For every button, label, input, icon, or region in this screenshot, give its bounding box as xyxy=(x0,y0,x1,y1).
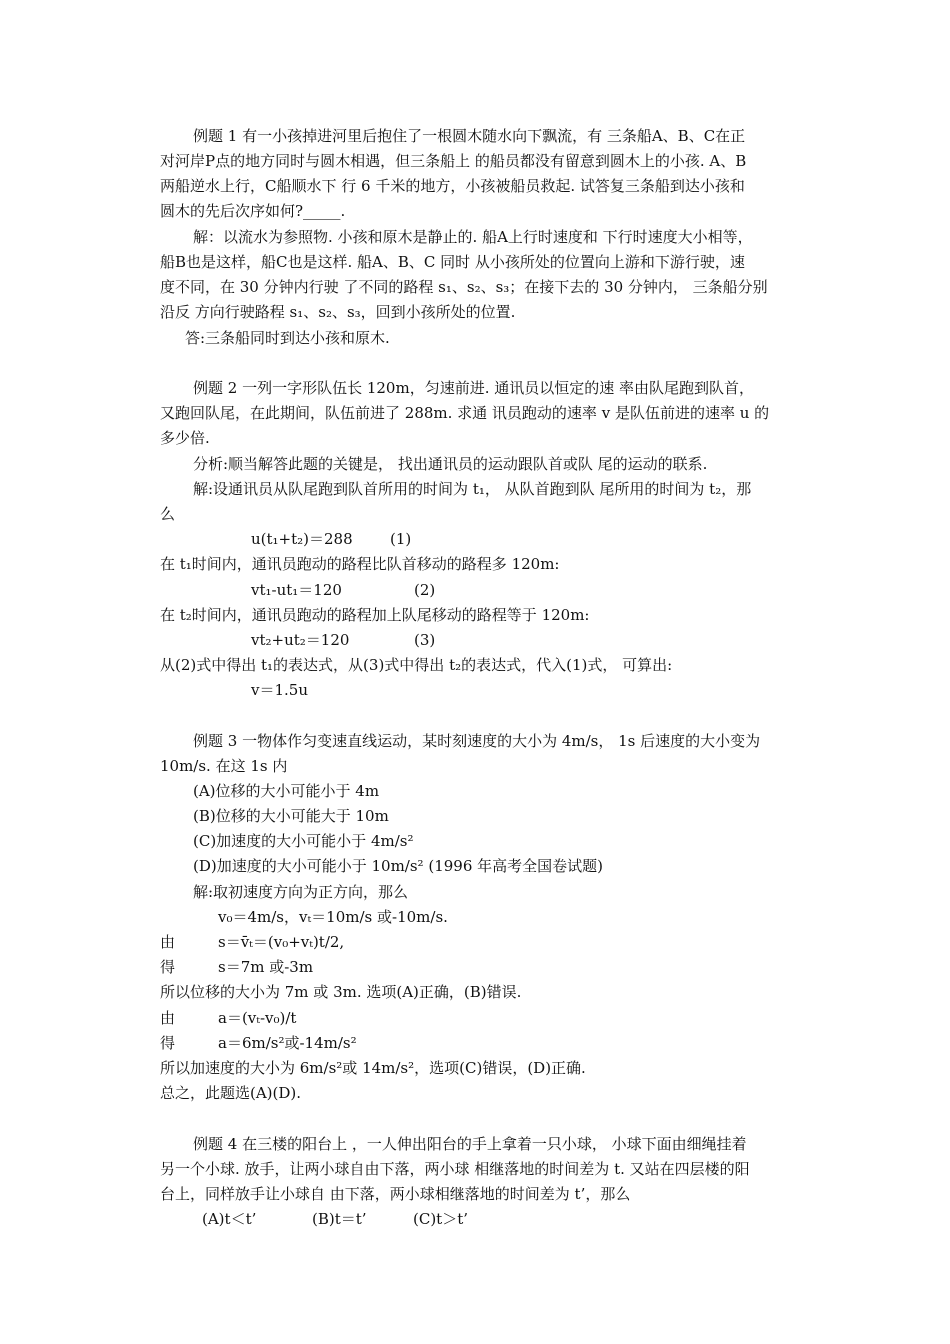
ex2-equation-1-number: (1) xyxy=(390,530,412,548)
ex1-solution-1: 解：以流水为参照物. 小孩和原木是静止的. 船A上行时速度和 下行时速度大小相等， xyxy=(193,228,753,246)
ex4-line-1: 例题 4 在三楼的阳台上 ，一人伸出阳台的手上拿着一只小球， 小球下面由细绳挂着 xyxy=(193,1135,747,1153)
ex3-solution-5: 所以位移的大小为 7m 或 3m. 选项(A)正确，(B)错误. xyxy=(160,983,522,1001)
ex3-option-c: (C)加速度的大小可能小于 4m/s² xyxy=(193,832,414,850)
ex3-solution-2: v₀＝4m/s，vₜ＝10m/s 或-10m/s. xyxy=(218,908,448,926)
ex3-solution-9: 总之，此题选(A)(D). xyxy=(160,1084,302,1102)
ex3-line-1: 例题 3 一物体作匀变速直线运动，某时刻速度的大小为 4m/s， 1s 后速度的大小变为 xyxy=(193,732,761,750)
ex1-solution-2: 船B也是这样，船C也是这样. 船A、B、C 同时 从小孩所处的位置向上游和下游行驶，速 xyxy=(160,253,745,271)
ex3-solution-3: s＝v̄ₜ＝(v₀+vₜ)t/2, xyxy=(218,933,345,951)
ex2-equation-2-number: (2) xyxy=(414,581,436,599)
ex1-line-2: 对河岸P点的地方同时与圆木相遇，但三条船上 的船员都没有留意到圆木上的小孩. A、B xyxy=(160,152,747,170)
ex2-text-3: 从(2)式中得出 t₁的表达式，从(3)式中得出 t₂的表达式，代入(1)式， 可算出: xyxy=(160,656,673,674)
ex3-get-1: 得 xyxy=(160,958,176,976)
ex2-line-1: 例题 2 一列一字形队伍长 120m，匀速前进. 通讯员以恒定的速 率由队尾跑到队首， xyxy=(193,379,755,397)
ex2-equation-1: u(t₁+t₂)＝288 xyxy=(251,530,353,548)
ex4-line-3: 台上，同样放手让小球自 由下落，两小球相继落地的时间差为 t’，那么 xyxy=(160,1185,631,1203)
ex4-line-2: 另一个小球. 放手，让两小球自由下落，两小球 相继落地的时间差为 t. 又站在四层楼的阳 xyxy=(160,1160,750,1178)
ex4-option-b: (B)t＝t’ xyxy=(312,1210,367,1228)
ex1-solution-4: 沿反 方向行驶路程 s₁、s₂、s₃，回到小孩所处的位置. xyxy=(160,303,516,321)
ex4-option-c: (C)t＞t’ xyxy=(413,1210,469,1228)
ex1-answer: 答:三条船同时到达小孩和原木. xyxy=(185,329,390,347)
ex2-text-2: 在 t₂时间内，通讯员跑动的路程加上队尾移动的路程等于 120m: xyxy=(160,606,590,624)
ex3-option-d: (D)加速度的大小可能小于 10m/s² (1996 年高考全国卷试题) xyxy=(193,857,603,875)
ex3-line-2: 10m/s. 在这 1s 内 xyxy=(160,757,288,775)
ex3-option-a: (A)位移的大小可能小于 4m xyxy=(193,782,380,800)
ex2-equation-2: vt₁-ut₁＝120 xyxy=(251,581,342,599)
ex2-text-1: 在 t₁时间内，通讯员跑动的路程比队首移动的路程多 120m: xyxy=(160,555,560,573)
ex2-solution-2: 么 xyxy=(160,505,176,523)
ex2-equation-4: v＝1.5u xyxy=(251,681,308,699)
ex3-solution-8: 所以加速度的大小为 6m/s²或 14m/s²，选项(C)错误，(D)正确. xyxy=(160,1059,586,1077)
ex3-solution-6: a＝(vₜ-v₀)/t xyxy=(218,1009,297,1027)
ex3-by-1: 由 xyxy=(160,933,176,951)
ex1-line-1: 例题 1 有一小孩掉进河里后抱住了一根圆木随水向下飘流，有 三条船A、B、C在正 xyxy=(193,127,746,145)
ex2-analysis: 分析:顺当解答此题的关键是， 找出通讯员的运动跟队首或队 尾的运动的联系. xyxy=(193,455,708,473)
ex1-line-4: 圆木的先后次序如何?_____. xyxy=(160,202,346,220)
ex3-get-2: 得 xyxy=(160,1034,176,1052)
ex2-equation-3-number: (3) xyxy=(414,631,436,649)
ex2-equation-3: vt₂+ut₂＝120 xyxy=(251,631,350,649)
ex2-solution-1: 解:设通讯员从队尾跑到队首所用的时间为 t₁， 从队首跑到队 尾所用的时间为 t₂，那 xyxy=(193,480,752,498)
ex3-solution-7: a＝6m/s²或-14m/s² xyxy=(218,1034,357,1052)
ex1-line-3: 两船逆水上行，C船顺水下 行 6 千米的地方，小孩被船员救起. 试答复三条船到达小孩和 xyxy=(160,177,745,195)
ex2-line-3: 多少倍. xyxy=(160,429,210,447)
ex1-solution-3: 度不同，在 30 分钟内行驶 了不同的路程 s₁、s₂、s₃；在接下去的 30 分钟内， 三条船分别 xyxy=(160,278,768,296)
ex3-solution-1: 解:取初速度方向为正方向，那么 xyxy=(193,883,409,901)
ex3-by-2: 由 xyxy=(160,1009,176,1027)
ex3-option-b: (B)位移的大小可能大于 10m xyxy=(193,807,389,825)
ex2-line-2: 又跑回队尾，在此期间，队伍前进了 288m. 求通 讯员跑动的速率 v 是队伍前进的速率 u 的 xyxy=(160,404,770,422)
ex3-solution-4: s＝7m 或-3m xyxy=(218,958,314,976)
ex4-option-a: (A)t＜t’ xyxy=(202,1210,257,1228)
